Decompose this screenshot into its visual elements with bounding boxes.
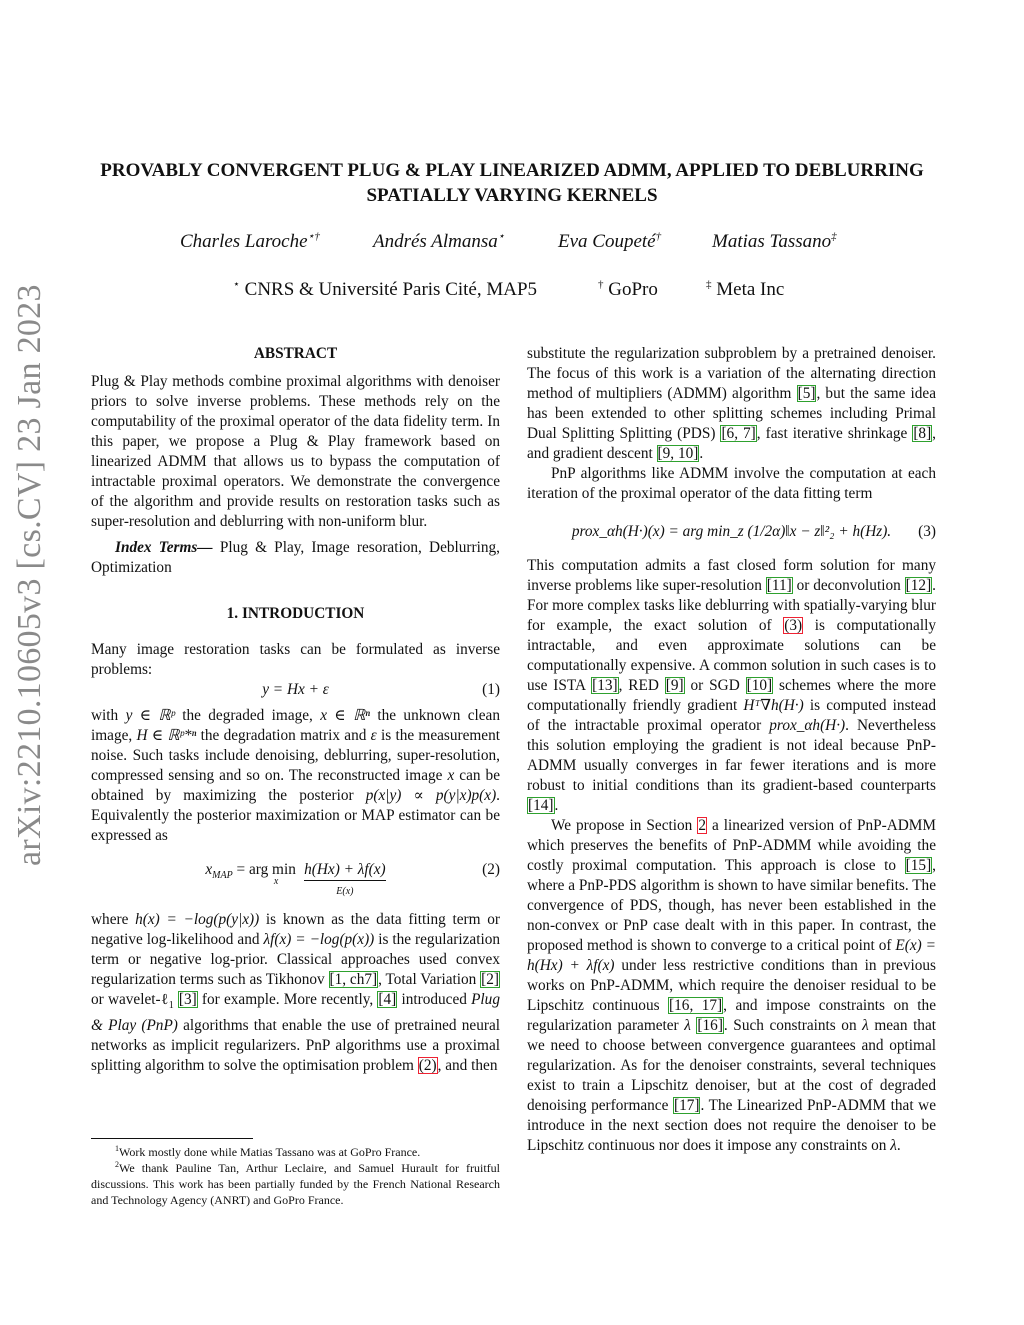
citation-link[interactable]: [3]	[178, 991, 197, 1008]
author: Eva Coupeté†	[558, 230, 662, 252]
intro-paragraph: where h(x) = −log(p(y|x)) is known as the data fitting term or negative log-likelihood and λf(x) = −log(p(x)) is the regularization term or negative log-prior. Classical approaches used convex regularization terms such as Tikhonov [1, ch7], Total Variation [2] or wavelet-ℓ$_1$ [3] for example. More recently, [4] introduced Plug & Play (PnP) algorithms that enable the use of pretrained neural networks as implicit regularizers. PnP algorithms use a proximal splitting algorithm to solve the optimisation problem (2), and then	[91, 911, 501, 1075]
citation-link[interactable]: [16]	[697, 1017, 723, 1034]
abstract-heading: ABSTRACT	[253, 345, 338, 362]
left-column	[91, 344, 500, 1076]
author: Charles Laroche⋆†	[180, 230, 320, 252]
citation-link[interactable]: [4]	[378, 991, 397, 1008]
right-column	[527, 344, 936, 1156]
citation-link[interactable]: [14]	[528, 797, 554, 814]
paper-title: PROVABLY CONVERGENT PLUG & PLAY LINEARIZED ADMM, APPLIED TO DEBLURRING SPATIALLY VARYING KERNELS	[100, 160, 924, 206]
paragraph: PnP algorithms like ADMM involve the computation at each iteration of the proximal operator of the data fitting term	[527, 465, 936, 502]
citation-link[interactable]: [9, 10]	[657, 445, 699, 462]
paragraph: substitute the regularization subproblem by a pretrained denoiser. The focus of this work is a variation of the alternating direction method of multipliers (ADMM) algorithm [5], but the same idea has been extended to other splitting schemes including Primal Dual Splitting Splitting (PDS) [6, 7], fast iterative shrinkage [8], and gradient descent [9, 10].	[527, 345, 937, 462]
index-terms: Index Terms— Plug & Play, Image resoration, Deblurring, Optimization	[91, 539, 500, 576]
citation-link[interactable]: [6, 7]	[721, 425, 756, 442]
abstract-text: Plug & Play methods combine proximal algorithms with denoiser priors to solve inverse problems. These methods rely on the computability of the proximal operator of the data fidelity term. In this paper, we propose a Plug & Play framework based on linearized ADMM that allows us to bypass the computation of intractable proximal operators. We demonstrate the convergence of the algorithm and provide results on restoration tasks such as super-resolution and deblurring with non-uniform blur.	[91, 373, 500, 530]
citation-link[interactable]: [11]	[766, 577, 792, 594]
affiliation: ⋆ CNRS & Université Paris Cité, MAP5	[233, 278, 538, 300]
section-heading-intro: 1. INTRODUCTION	[226, 605, 365, 622]
author: Andrés Almansa⋆	[373, 230, 505, 252]
affiliation: † GoPro	[598, 278, 658, 300]
citation-link[interactable]: [2]	[481, 971, 499, 988]
section-ref-link[interactable]: 2	[698, 817, 706, 834]
citation-link[interactable]: [13]	[592, 677, 618, 694]
citation-link[interactable]: [16, 17]	[669, 997, 723, 1014]
equation-1: y = Hx + ε (1)	[262, 681, 500, 698]
citation-link[interactable]: [9]	[665, 677, 684, 694]
intro-paragraph: Many image restoration tasks can be formulated as inverse problems:	[91, 641, 500, 678]
paragraph: This computation admits a fast closed form solution for many inverse problems like super-resolution [11] or deconvolution [12]. For more complex tasks like deblurring with spatially-varying blur for example, the exact solution of (3) is computationally intractable, and even approximate solutions can be computationally expensive. A common solution in such cases is to use ISTA [13], RED [9] or SGD [10] schemes where the more computationally friendly gradient Hᵀ∇h(H·) is computed instead of the intractable proximal operator prox_αh(H·). Nevertheless this solution employing the gradient is not ideal because PnP-ADMM usually converges in far fewer iterations and is more robust to initial conditions than its gradient-based counterparts [14].	[527, 557, 936, 814]
citation-link[interactable]: [8]	[913, 425, 932, 442]
affiliation: ‡ Meta Inc	[706, 278, 785, 300]
footnote: $^2$We thank Pauline Tan, Arthur Leclaire, and Samuel Hurault for fruitful discussions. This work has been partially funded by the French National Research and Technology Agency (ANRT) and GoPro France.	[91, 1160, 500, 1207]
citation-link[interactable]: [17]	[673, 1097, 700, 1114]
equation-2: $x_{MAP}$ = arg $\min_x h(Hx) + \lambda f(x)$ E(x) (2)	[205, 861, 500, 897]
intro-paragraph: with y ∈ ℝᵖ the degraded image, x ∈ ℝⁿ the unknown clean image, H ∈ ℝᵖ*ⁿ the degradation matrix and ε is the measurement noise. Such tasks include denoising, deblurring, super-resolution, compressed sensing and so on. The reconstructed image x can be obtained by maximizing the posterior p(x|y) ∝ p(y|x)p(x). Equivalently the posterior maximization or MAP estimator can be expressed as	[91, 707, 500, 844]
citation-link[interactable]: [12]	[905, 577, 932, 594]
citation-link[interactable]: [1, ch7]	[329, 971, 378, 988]
author: Matias Tassano‡	[712, 230, 837, 252]
footnotes	[91, 1144, 500, 1208]
citation-link[interactable]: [10]	[746, 677, 773, 694]
citation-link[interactable]: [15]	[905, 857, 932, 874]
equation-ref-link[interactable]: (2)	[418, 1057, 437, 1075]
equation-3: prox_αh(H·)(x) = arg min_z (1/2α)‖x − z‖²₂ + h(Hz). (3)	[571, 523, 936, 540]
arxiv-watermark: arXiv:2210.10605v3 [cs.CV] 23 Jan 2023	[11, 284, 48, 866]
footnote: $^1$Work mostly done while Matias Tassano was at GoPro France.	[115, 1144, 421, 1159]
equation-ref-link[interactable]: (3)	[784, 617, 803, 634]
citation-link[interactable]: [5]	[797, 385, 816, 402]
paragraph: We propose in Section 2 a linearized version of PnP-ADMM which preserves the benefits of PnP-ADMM while avoiding the costly proximal computation. This approach is close to [15], where a PnP-PDS algorithm is shown to have similar benefits. The convergence of PDS, though, has never been established in the non-convex or PnP case dealt with in this paper. In contrast, the proposed method is shown to converge to a critical point of E(x) = h(Hx) + λf(x) under less restrictive conditions than in previous works on PnP-ADMM, which require the denoiser residual to be Lipschitz continuous [16, 17], and impose constraints on the regularization parameter λ [16]. Such constraints on λ mean that we need to choose between convergence guarantees and optimal regularization. As for the denoiser constraints, several techniques exist to train a Lipschitz denoiser, but at the cost of degraded denoising performance [17]. The Linearized PnP-ADMM that we introduce in the next section does not require the denoiser to be Lipschitz continuous nor does it impose any constraints on λ.	[527, 817, 937, 1154]
footnote-rule	[91, 1138, 253, 1139]
